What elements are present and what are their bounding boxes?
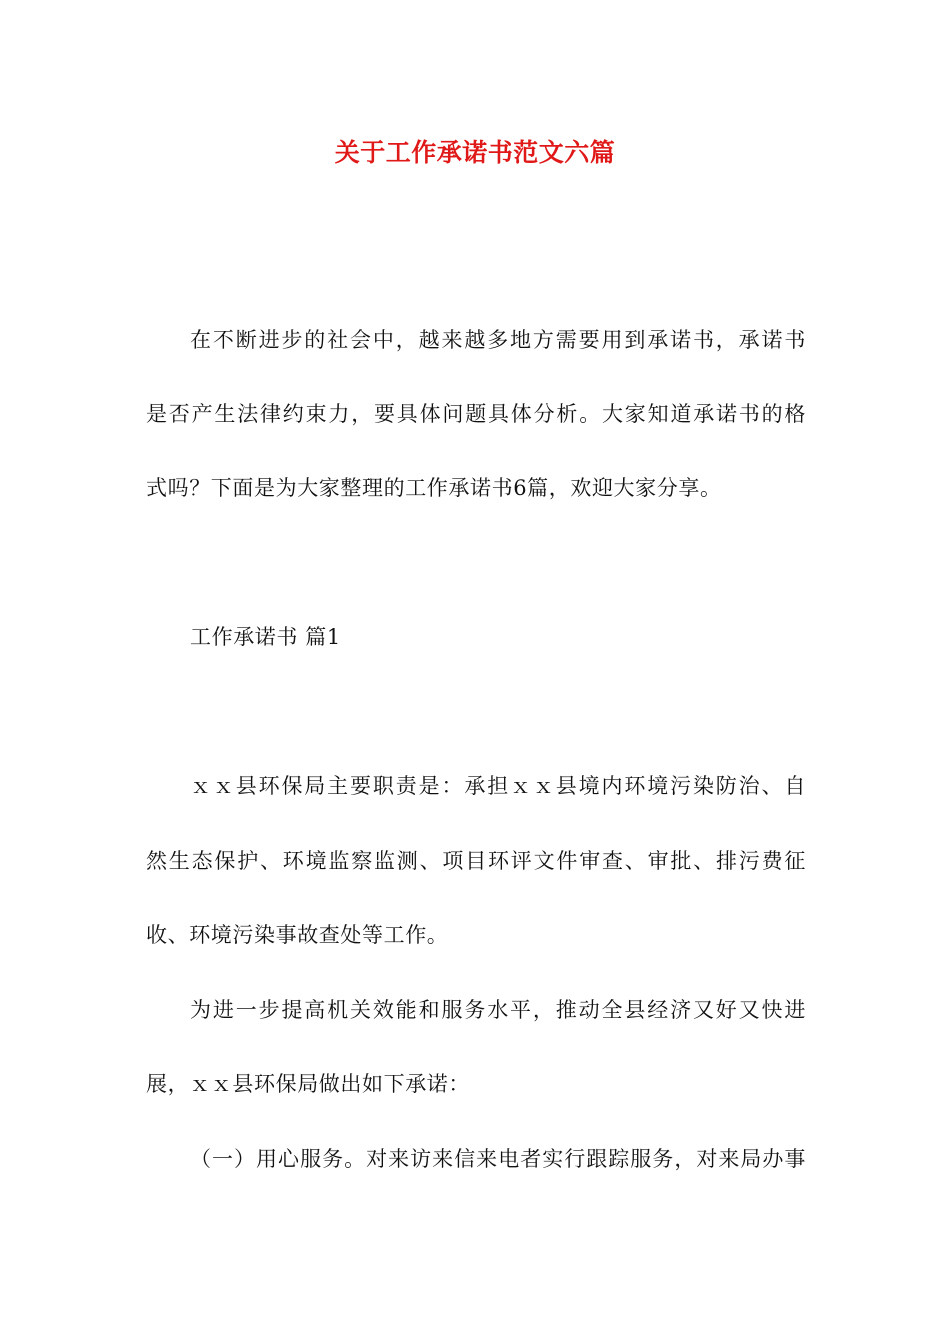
para1-line-2: 然生态保护、环境监察监测、项目环评文件审查、审批、排污费征 [146,849,806,873]
para1-line-1: ｘｘ县环保局主要职责是：承担ｘｘ县境内环境污染防治、自 [190,774,806,798]
document-title: 关于工作承诺书范文六篇 [334,138,616,167]
intro-line-2: 是否产生法律约束力，要具体问题具体分析。大家知道承诺书的格 [146,402,806,426]
intro-line-1: 在不断进步的社会中，越来越多地方需要用到承诺书，承诺书 [190,328,806,352]
para2-line-1: 为进一步提高机关效能和服务水平，推动全县经济又好又快进 [190,998,806,1022]
section-heading: 工作承诺书 篇1 [190,625,341,649]
para3-line-1: （一）用心服务。对来访来信来电者实行跟踪服务，对来局办事 [190,1147,806,1171]
para1-line-3: 收、环境污染事故查处等工作。 [146,923,449,947]
para2-line-2: 展，ｘｘ县环保局做出如下承诺： [146,1072,470,1096]
intro-line-3: 式吗？下面是为大家整理的工作承诺书6篇，欢迎大家分享。 [146,476,722,500]
